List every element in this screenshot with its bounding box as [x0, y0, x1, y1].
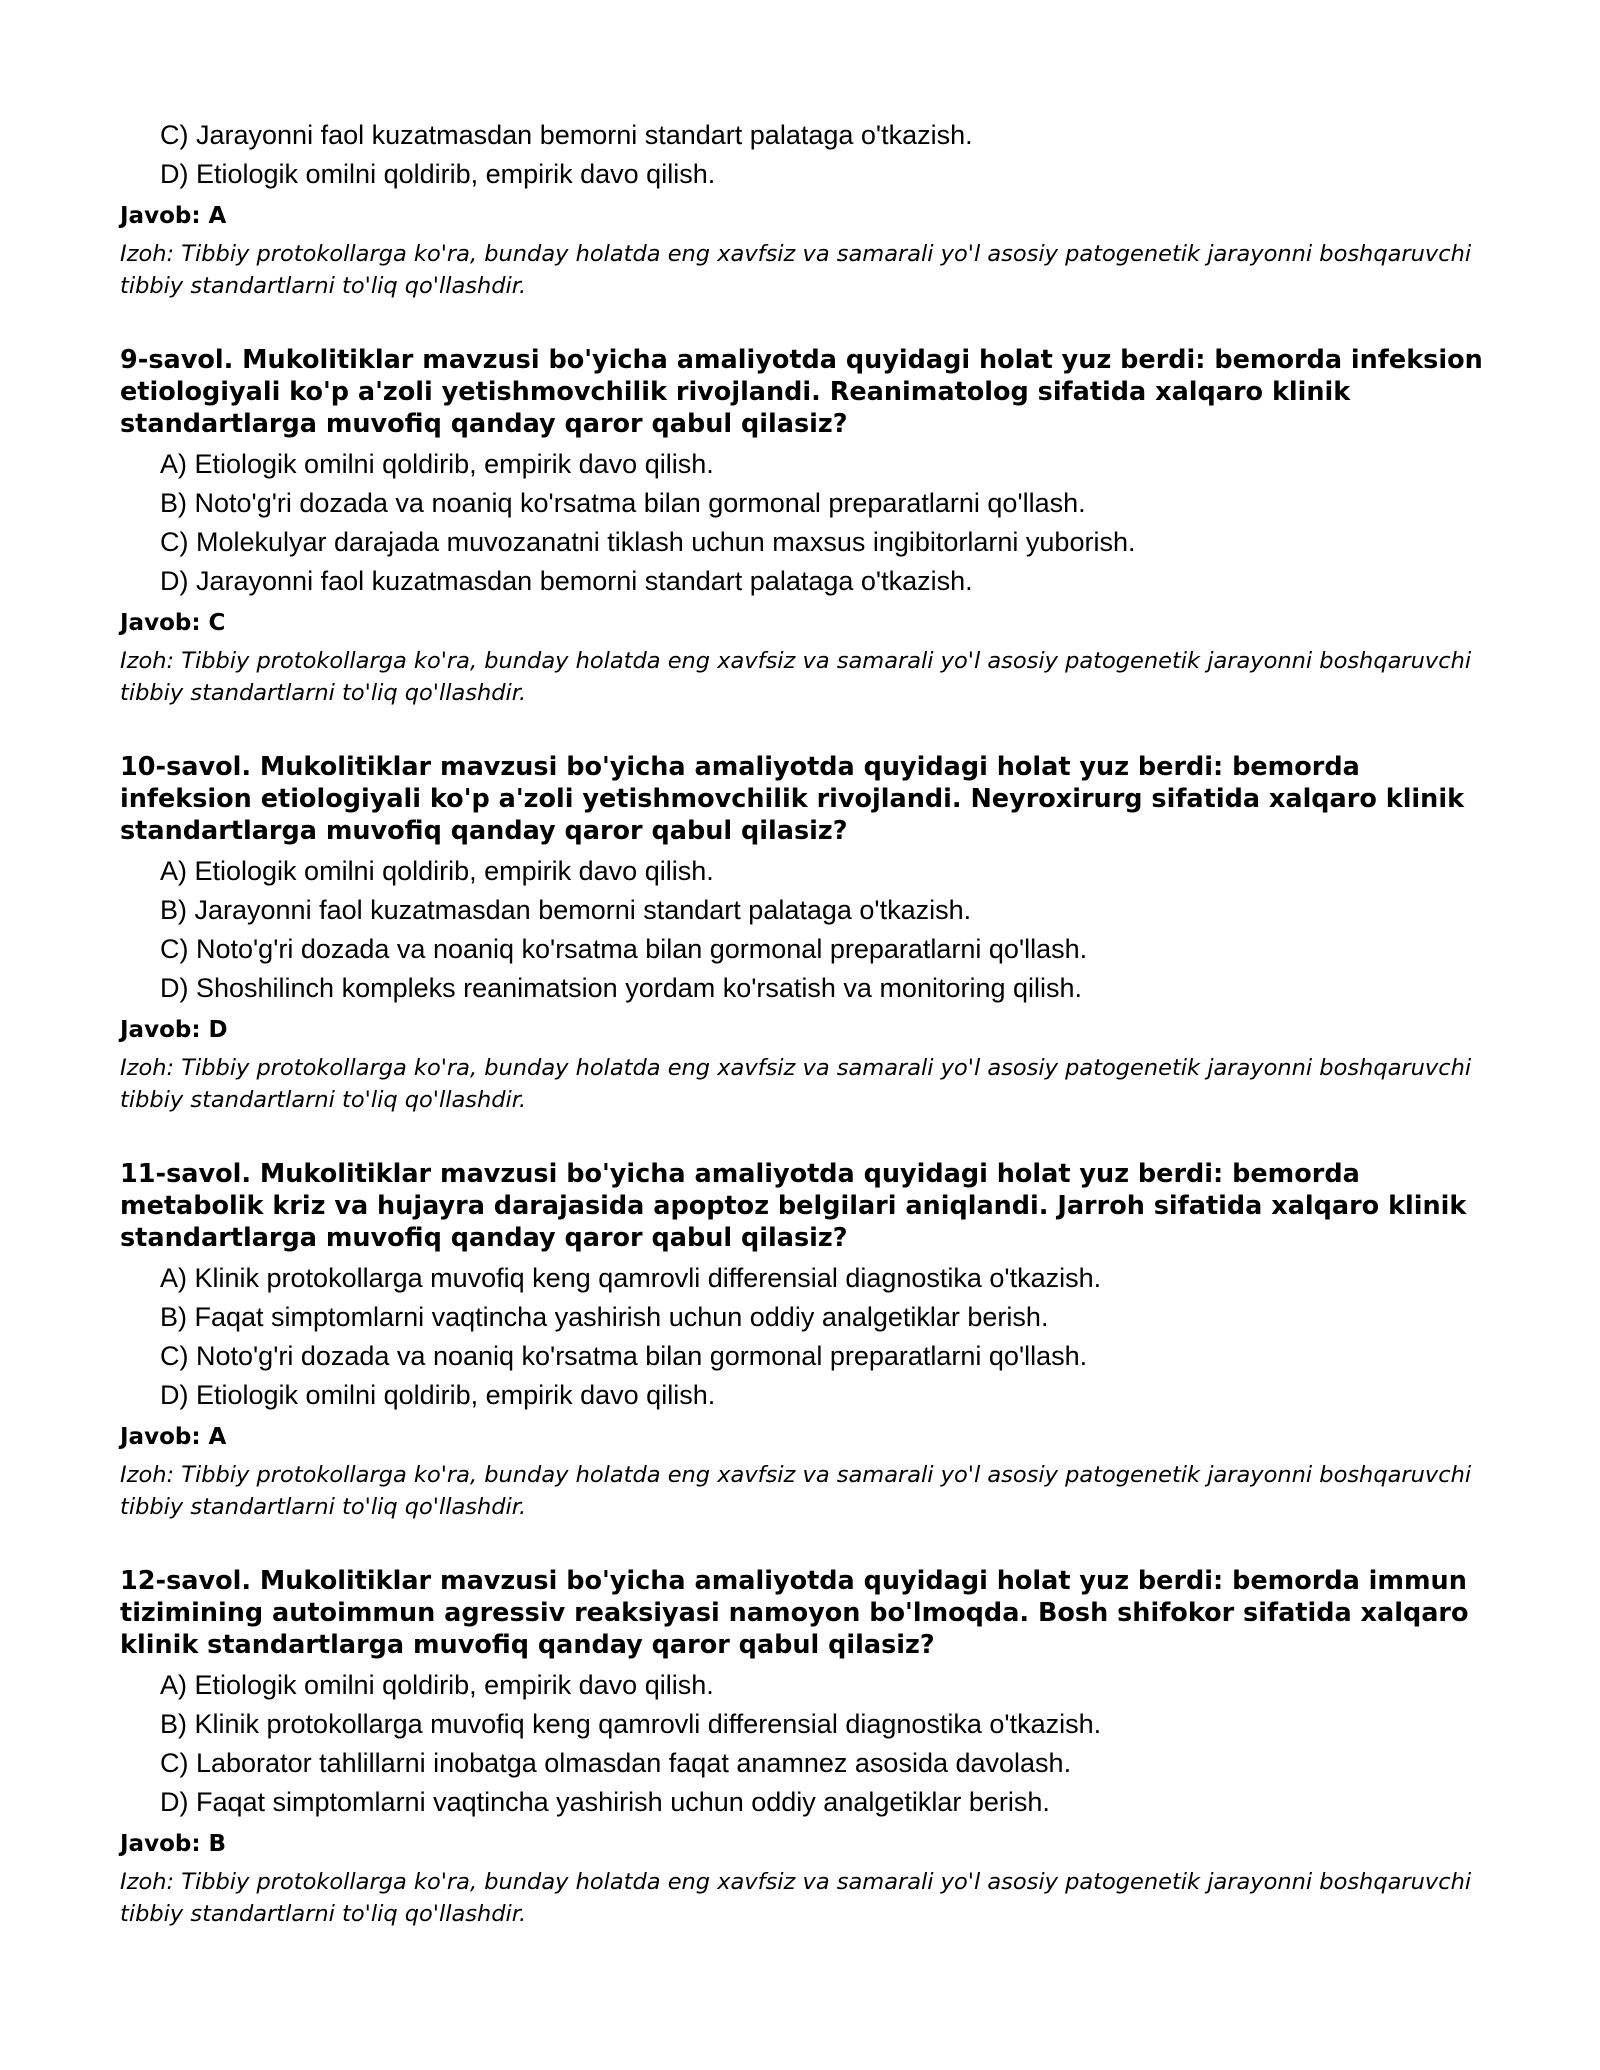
question-10 — [120, 751, 1490, 1116]
answer-label: Javob: B — [120, 1831, 227, 1857]
question-11 — [120, 1158, 1490, 1523]
option-a: A) Klinik protokollarga muvofiq keng qamrovli differensial diagnostika o'tkazish. — [160, 1263, 1102, 1293]
option-b: B) Noto'g'ri dozada va noaniq ko'rsatma bilan gormonal preparatlarni qo'llash. — [160, 488, 1086, 518]
option-d: D) Etiologik omilni qoldirib, empirik davo qilish. — [160, 159, 716, 189]
answer-label: Javob: D — [120, 1017, 228, 1043]
question-8-continuation — [120, 116, 1490, 302]
explanation-note: Izoh: Tibbiy protokollarga ko'ra, bunday holatda eng xavfsiz va samarali yo'l asosiy patogenetik jarayonni boshqaruvchi tibbiy standartlarni to'liq qo'llashdir. — [120, 1055, 1472, 1113]
option-c: C) Jarayonni faol kuzatmasdan bemorni standart palataga o'tkazish. — [160, 120, 973, 150]
explanation-note: Izoh: Tibbiy protokollarga ko'ra, bunday holatda eng xavfsiz va samarali yo'l asosiy patogenetik jarayonni boshqaruvchi tibbiy standartlarni to'liq qo'llashdir. — [120, 648, 1472, 706]
option-c: C) Laborator tahlillarni inobatga olmasdan faqat anamnez asosida davolash. — [160, 1748, 1072, 1778]
answer-label: Javob: A — [120, 203, 227, 229]
question-title: 9-savol. Mukolitiklar mavzusi bo'yicha amaliyotda quyidagi holat yuz berdi: bemorda infeksion etiologiyali ko'p a'zoli yetishmovchilik rivojlandi. Reanimatolog sifatida xalqaro klinik standartlarga muvofiq qanday qaror qabul qilasiz? — [120, 345, 1483, 439]
answer-label: Javob: A — [120, 1424, 227, 1450]
explanation-note: Izoh: Tibbiy protokollarga ko'ra, bunday holatda eng xavfsiz va samarali yo'l asosiy patogenetik jarayonni boshqaruvchi tibbiy standartlarni to'liq qo'llashdir. — [120, 1869, 1472, 1927]
explanation-note: Izoh: Tibbiy protokollarga ko'ra, bunday holatda eng xavfsiz va samarali yo'l asosiy patogenetik jarayonni boshqaruvchi tibbiy standartlarni to'liq qo'llashdir. — [120, 1462, 1472, 1520]
question-9 — [120, 344, 1490, 709]
option-a: A) Etiologik omilni qoldirib, empirik davo qilish. — [160, 449, 714, 479]
question-title: 11-savol. Mukolitiklar mavzusi bo'yicha amaliyotda quyidagi holat yuz berdi: bemorda metabolik kriz va hujayra darajasida apoptoz belgilari aniqlandi. Jarroh sifatida xalqaro klinik standartlarga muvofiq qanday qaror qabul qilasiz? — [120, 1159, 1467, 1253]
option-b: B) Jarayonni faol kuzatmasdan bemorni standart palataga o'tkazish. — [160, 895, 972, 925]
question-title: 10-savol. Mukolitiklar mavzusi bo'yicha amaliyotda quyidagi holat yuz berdi: bemorda infeksion etiologiyali ko'p a'zoli yetishmovchilik rivojlandi. Neyroxirurg sifatida xalqaro klinik standartlarga muvofiq qanday qaror qabul qilasiz? — [120, 752, 1465, 846]
question-12 — [120, 1565, 1490, 1930]
option-b: B) Faqat simptomlarni vaqtincha yashirish uchun oddiy analgetiklar berish. — [160, 1302, 1049, 1332]
option-d: D) Jarayonni faol kuzatmasdan bemorni standart palataga o'tkazish. — [160, 566, 973, 596]
option-a: A) Etiologik omilni qoldirib, empirik davo qilish. — [160, 1670, 714, 1700]
option-d: D) Etiologik omilni qoldirib, empirik davo qilish. — [160, 1380, 716, 1410]
document-page — [120, 116, 1490, 1930]
explanation-note: Izoh: Tibbiy protokollarga ko'ra, bunday holatda eng xavfsiz va samarali yo'l asosiy patogenetik jarayonni boshqaruvchi tibbiy standartlarni to'liq qo'llashdir. — [120, 241, 1472, 299]
answer-label: Javob: C — [120, 610, 226, 636]
question-title: 12-savol. Mukolitiklar mavzusi bo'yicha amaliyotda quyidagi holat yuz berdi: bemorda immun tizimining autoimmun agressiv reaksiyasi namoyon bo'lmoqda. Bosh shifokor sifatida xalqaro klinik standartlarga muvofiq qanday qaror qabul qilasiz? — [120, 1566, 1469, 1660]
option-a: A) Etiologik omilni qoldirib, empirik davo qilish. — [160, 856, 714, 886]
option-d: D) Shoshilinch kompleks reanimatsion yordam ko'rsatish va monitoring qilish. — [160, 973, 1083, 1003]
option-c: C) Noto'g'ri dozada va noaniq ko'rsatma bilan gormonal preparatlarni qo'llash. — [160, 1341, 1088, 1371]
option-c: C) Molekulyar darajada muvozanatni tiklash uchun maxsus ingibitorlarni yuborish. — [160, 527, 1136, 557]
option-b: B) Klinik protokollarga muvofiq keng qamrovli differensial diagnostika o'tkazish. — [160, 1709, 1102, 1739]
option-c: C) Noto'g'ri dozada va noaniq ko'rsatma bilan gormonal preparatlarni qo'llash. — [160, 934, 1088, 964]
option-d: D) Faqat simptomlarni vaqtincha yashirish uchun oddiy analgetiklar berish. — [160, 1787, 1050, 1817]
